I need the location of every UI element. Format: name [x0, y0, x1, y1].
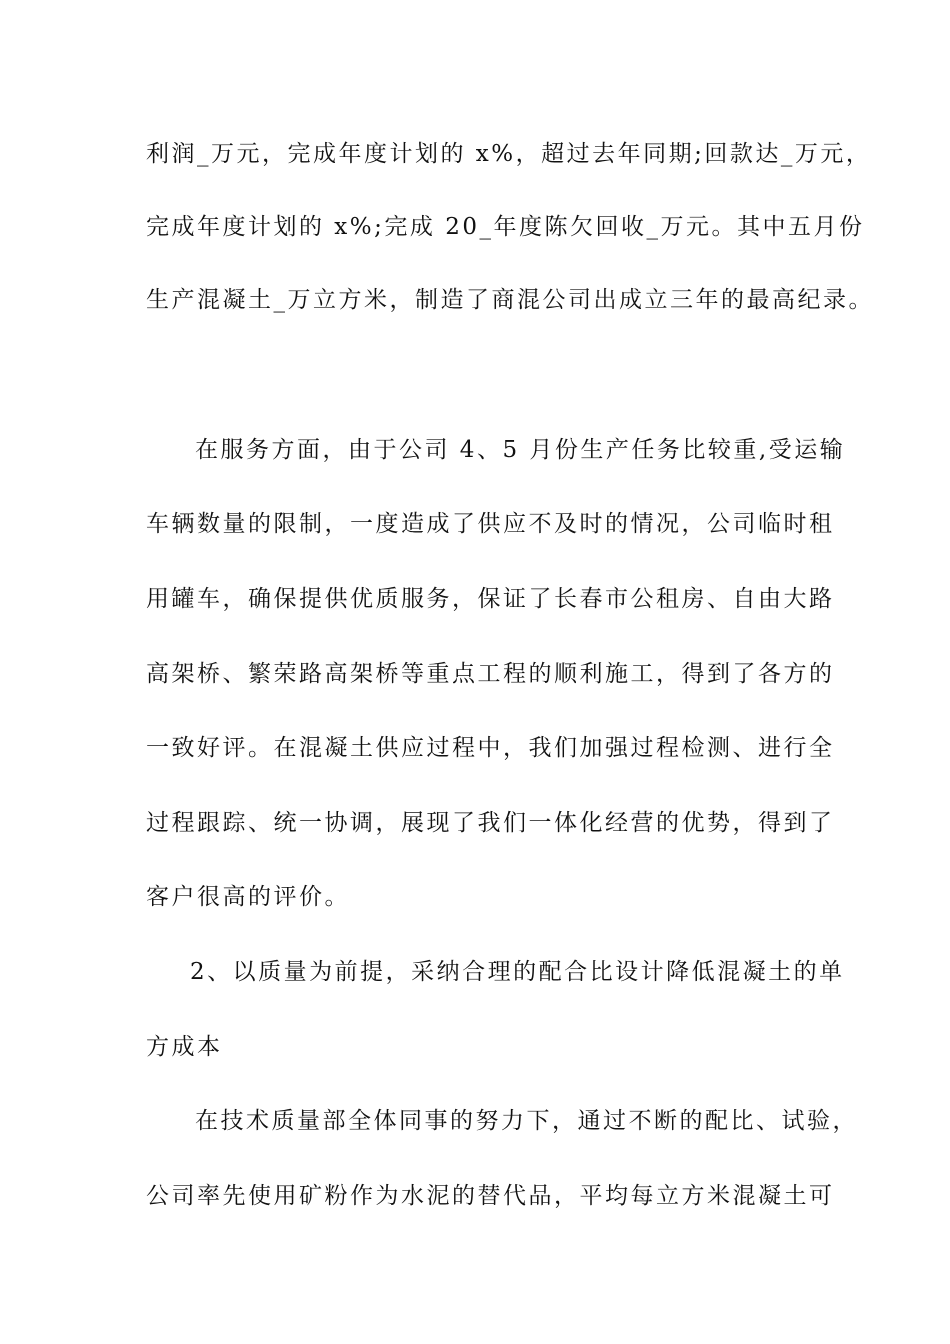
paragraph-line: 生产混凝土_万立方米，制造了商混公司出成立三年的最高纪录。 — [146, 287, 874, 313]
paragraph-line: 车辆数量的限制，一度造成了供应不及时的情况，公司临时租 — [146, 511, 835, 537]
paragraph-line: 高架桥、繁荣路高架桥等重点工程的顺利施工，得到了各方的 — [146, 661, 835, 687]
paragraph-line: 用罐车，确保提供优质服务，保证了长春市公租房、自由大路 — [146, 586, 835, 612]
paragraph-line: 完成年度计划的 x%;完成 20_年度陈欠回收_万元。其中五月份 — [146, 214, 865, 240]
section-heading-line: 2、以质量为前提，采纳合理的配合比设计降低混凝土的单 — [190, 959, 845, 985]
paragraph-line: 在服务方面，由于公司 4、5 月份生产任务比较重,受运输 — [195, 437, 846, 463]
paragraph-line: 过程跟踪、统一协调，展现了我们一体化经营的优势，得到了 — [146, 810, 835, 836]
paragraph-line: 公司率先使用矿粉作为水泥的替代品，平均每立方米混凝土可 — [146, 1183, 835, 1209]
paragraph-line: 利润_万元，完成年度计划的 x%，超过去年同期;回款达_万元， — [146, 141, 872, 167]
paragraph-line: 客户很高的评价。 — [146, 884, 350, 910]
section-heading-line: 方成本 — [146, 1034, 223, 1060]
paragraph-line: 在技术质量部全体同事的努力下，通过不断的配比、试验， — [195, 1108, 858, 1134]
paragraph-line: 一致好评。在混凝土供应过程中，我们加强过程检测、进行全 — [146, 735, 835, 761]
